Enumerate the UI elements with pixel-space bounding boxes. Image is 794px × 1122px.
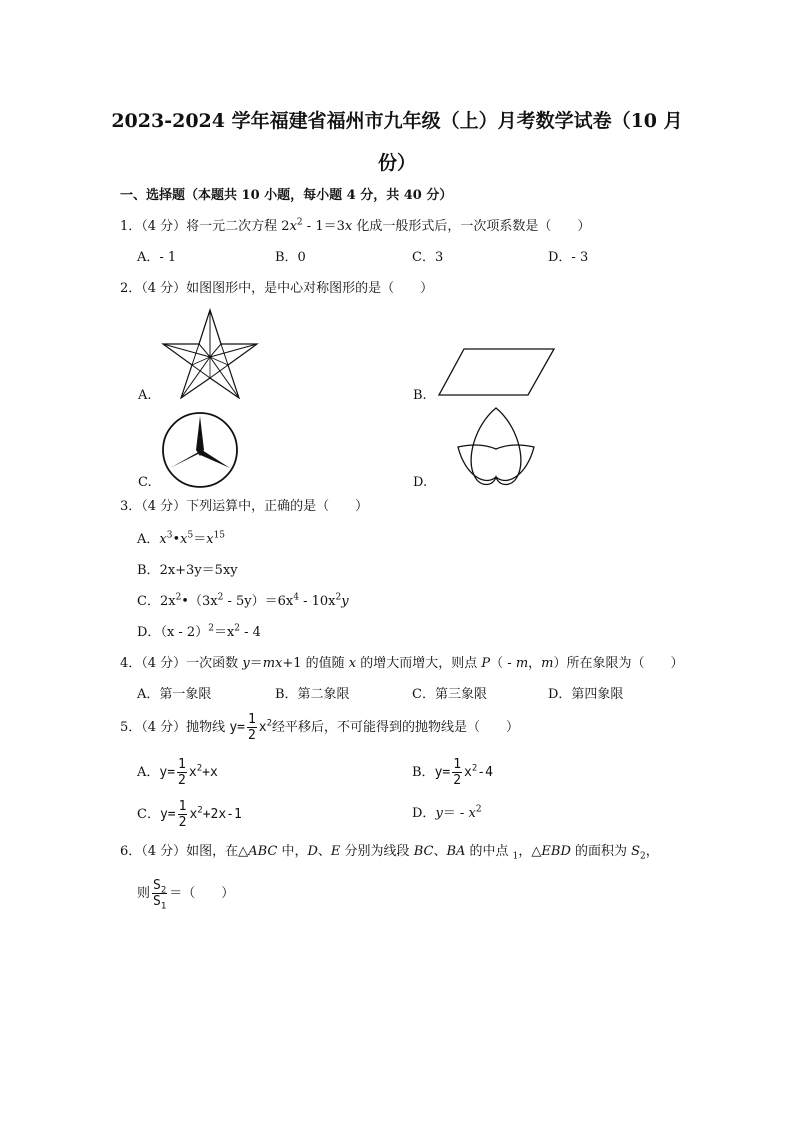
q2-option-c: C.	[138, 475, 152, 490]
q1-option-c: C．3	[412, 250, 444, 265]
q4-option-c: C．第三象限	[412, 687, 487, 702]
q1-stem: 1．（4 分）将一元二次方程 $2x^2 - 1=3x$ 化成一般形式后，一次项系数是（ ）	[120, 217, 591, 234]
fraction: $\frac{1}{2}$	[247, 712, 256, 743]
q5-option-a: A．y= $\frac{1}{2}$ $x^2+x$	[137, 757, 218, 788]
parallelogram-figure	[436, 346, 558, 398]
triquetra-figure	[455, 405, 537, 489]
q4-option-d: D．第四象限	[548, 687, 624, 702]
q2-option-d: D.	[413, 475, 428, 490]
q1-option-b: B．0	[275, 250, 306, 265]
q3-option-c: C．$2x^2•(3x^2 - 5y)=6x^4 - 10x^2y$	[137, 592, 349, 609]
section-heading: 一、选择题（本题共 10 小题，每小题 4 分，共 40 分）	[120, 188, 453, 203]
q5-stem: 5．（4 分）抛物线 y= $\frac{1}{2}$ $x^2$经平移后，不可能得到的抛物线是（ ）	[120, 712, 520, 743]
q5-option-b: B．y= $\frac{1}{2}$ $x^2-4$	[412, 757, 493, 788]
q4-option-b: B．第二象限	[275, 687, 350, 702]
q4-option-a: A．第一象限	[137, 687, 212, 702]
q5-option-d: D．$y= - x^2$	[412, 804, 482, 821]
q1-option-a: A．- 1	[137, 250, 177, 265]
q3-option-a: A．$x^3•x^5=x^{15}$	[137, 530, 226, 547]
exam-title-line2: 份）	[377, 152, 416, 174]
fraction: $\frac{1}{2}$	[178, 757, 186, 788]
q2-option-b: B.	[413, 388, 427, 403]
q4-stem: 4．（4 分）一次函数 y＝mx+1 的值随 x 的增大而增大，则点 P（ - m，m）所在象限为（ ）	[120, 656, 684, 671]
fraction: $\frac{1}{2}$	[178, 799, 187, 830]
exam-title-line1: 2023-2024 学年福建省福州市九年级（上）月考数学试卷（10 月	[111, 110, 683, 132]
mercedes-figure	[160, 410, 240, 490]
q1-option-d: D．- 3	[548, 250, 589, 265]
q6-stem: 6．（4 分）如图，在△ABC 中，D、E 分别为线段 BC、BA 的中点 $_1$，△EBD 的面积为 $S_2$，	[120, 844, 659, 862]
q3-option-d: D．$(x - 2)^2=x^2 - 4$	[137, 623, 261, 640]
q2-stem: 2．（4 分）如图图形中，是中心对称图形的是（ ）	[120, 281, 434, 296]
star-figure	[160, 307, 260, 399]
q6-ratio: 则 $\frac{S_2}{S_1}$ ＝（ ）	[137, 878, 235, 912]
fraction: $\frac{1}{2}$	[453, 757, 462, 788]
q5-option-c: C．y= $\frac{1}{2}$ $x^2+2x-1$	[137, 799, 242, 830]
q3-option-b: B．2x+3y＝5xy	[137, 563, 238, 578]
q2-option-a: A.	[138, 388, 152, 403]
q3-stem: 3．（4 分）下列运算中，正确的是（ ）	[120, 499, 369, 514]
fraction: $\frac{S_2}{S_1}$	[153, 878, 167, 912]
